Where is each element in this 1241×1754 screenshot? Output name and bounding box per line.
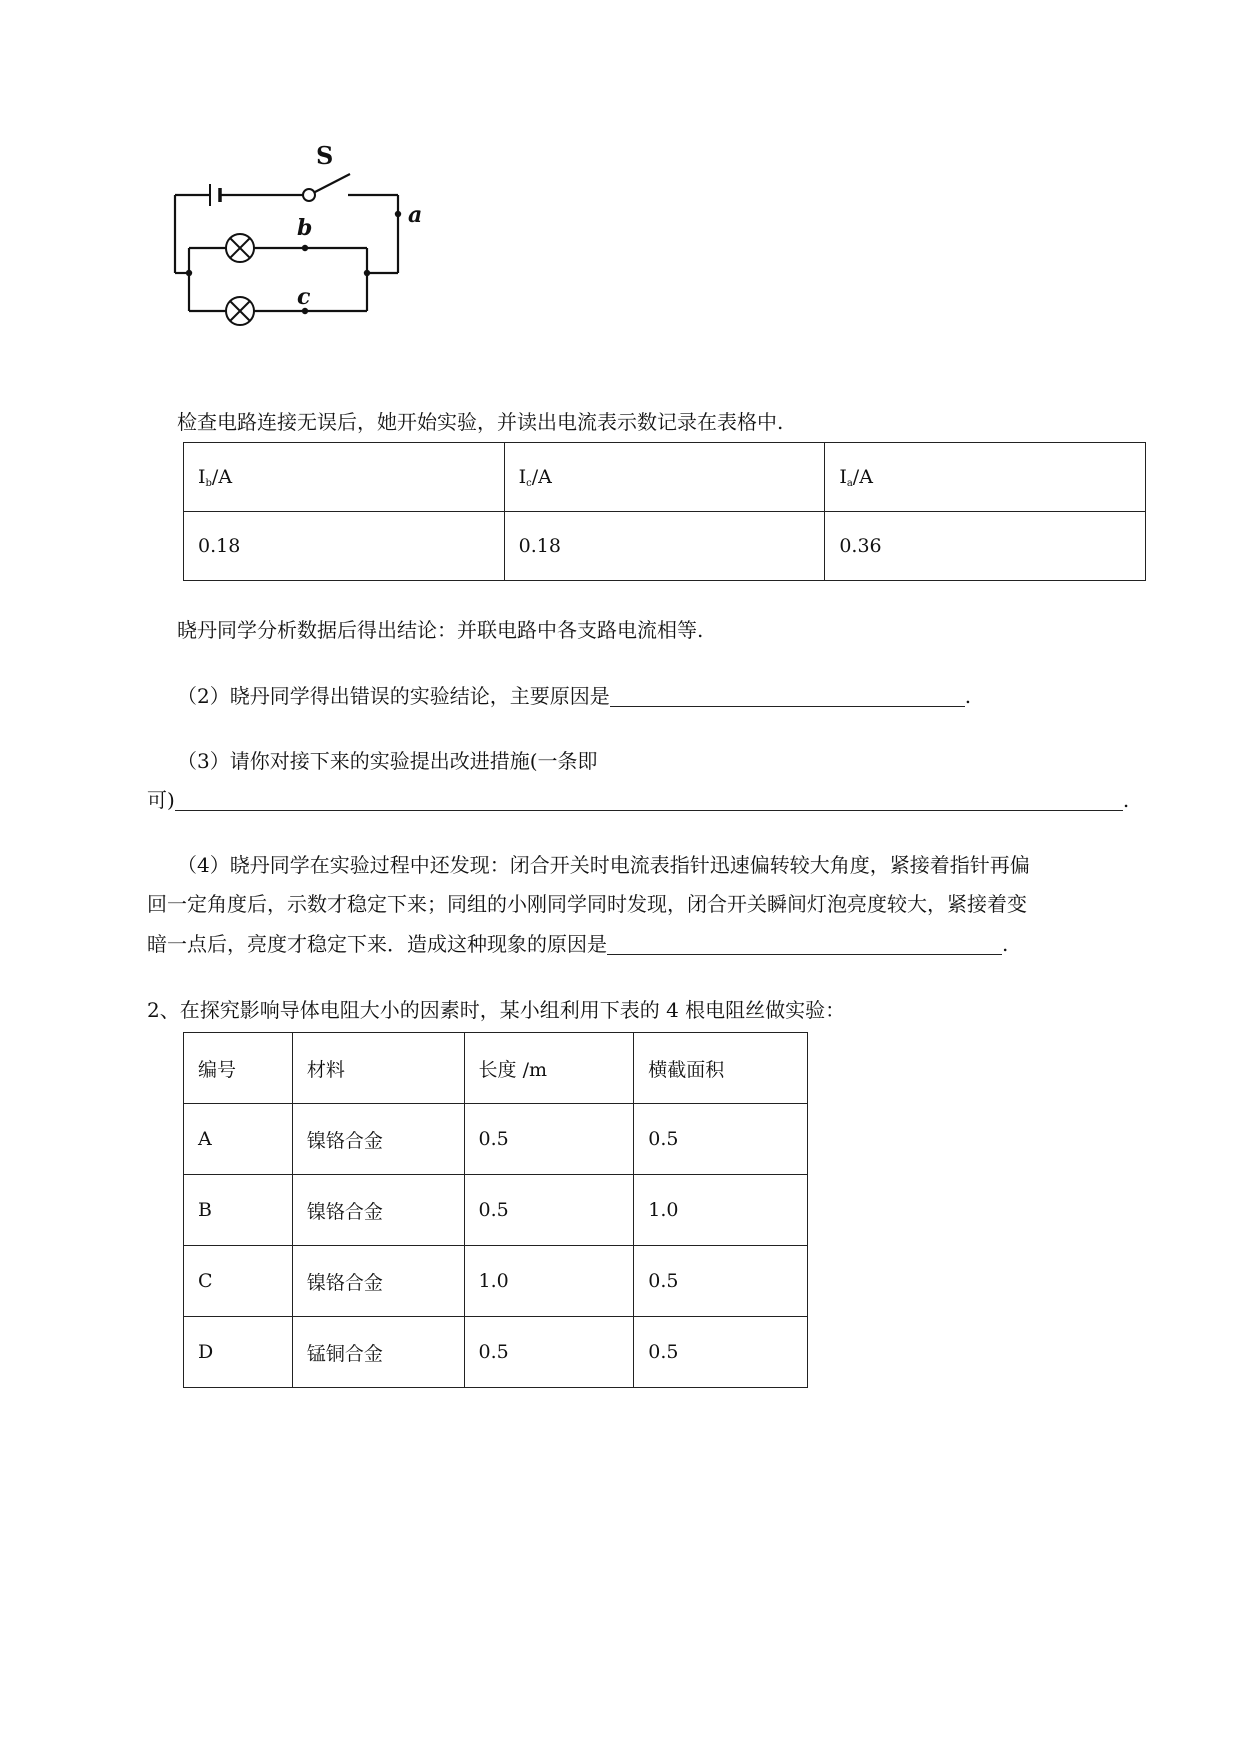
table-row [184,1104,808,1175]
value-ic: 0.18 [504,512,825,581]
cell-material: 镍铬合金 [292,1104,464,1175]
cell-material: 锰铜合金 [292,1317,464,1388]
cell-area: 0.5 [634,1317,808,1388]
wire-table [183,1032,808,1388]
cell-id: D [184,1317,293,1388]
wire-header-area: 横截面积 [634,1033,808,1104]
circuit-diagram [150,140,470,370]
cell-length: 0.5 [464,1175,634,1246]
answer-blank-2[interactable] [610,684,965,707]
question-4-line3: 暗一点后，亮度才稳定下来．造成这种现象的原因是 . [147,932,1009,956]
wire-header-material: 材料 [292,1033,464,1104]
switch-label: S [316,141,334,170]
value-ia: 0.36 [825,512,1146,581]
wire-header-id: 编号 [184,1033,293,1104]
cell-material: 镍铬合金 [292,1175,464,1246]
lamp-upper-icon [226,234,254,262]
question-3-line2: 可) . [147,788,1130,812]
cell-material: 镍铬合金 [292,1246,464,1317]
question-4-line1: （4）晓丹同学在实验过程中还发现：闭合开关时电流表指针迅速偏转较大角度，紧接着指针再偏 [177,853,1030,877]
cell-area: 0.5 [634,1104,808,1175]
problem-2-text: 2、在探究影响导体电阻大小的因素时，某小组利用下表的 4 根电阻丝做实验： [147,998,846,1022]
point-b-label: b [297,215,313,241]
lamp-lower-icon [226,297,254,325]
header-ib: $I_b/A$ [184,443,505,512]
answer-blank-3[interactable] [175,788,1123,811]
point-a-label: a [408,202,423,228]
cell-id: A [184,1104,293,1175]
value-ib: 0.18 [184,512,505,581]
header-ic: $I_c/A$ [504,443,825,512]
point-c-label: c [297,284,311,310]
cell-area: 1.0 [634,1175,808,1246]
conclusion-text: 晓丹同学分析数据后得出结论：并联电路中各支路电流相等. [177,618,704,642]
current-table [183,442,1146,581]
cell-id: B [184,1175,293,1246]
wire-header-length: 长度 /m [464,1033,634,1104]
question-2: （2）晓丹同学得出错误的实验结论，主要原因是 . [177,684,972,708]
intro-text: 检查电路连接无误后，她开始实验，并读出电流表示数记录在表格中. [177,410,784,434]
answer-blank-4[interactable] [607,932,1002,955]
cell-id: C [184,1246,293,1317]
table-row [184,1175,808,1246]
table-row [184,1317,808,1388]
cell-length: 0.5 [464,1317,634,1388]
question-3-line1: （3）请你对接下来的实验提出改进措施(一条即 [177,749,598,773]
table-row [184,1246,808,1317]
cell-length: 1.0 [464,1246,634,1317]
question-4-line2: 回一定角度后，示数才稳定下来；同组的小刚同学同时发现，闭合开关瞬间灯泡亮度较大，紧接着变 [147,892,1027,916]
cell-area: 0.5 [634,1246,808,1317]
header-ia: $I_a/A$ [825,443,1146,512]
cell-length: 0.5 [464,1104,634,1175]
